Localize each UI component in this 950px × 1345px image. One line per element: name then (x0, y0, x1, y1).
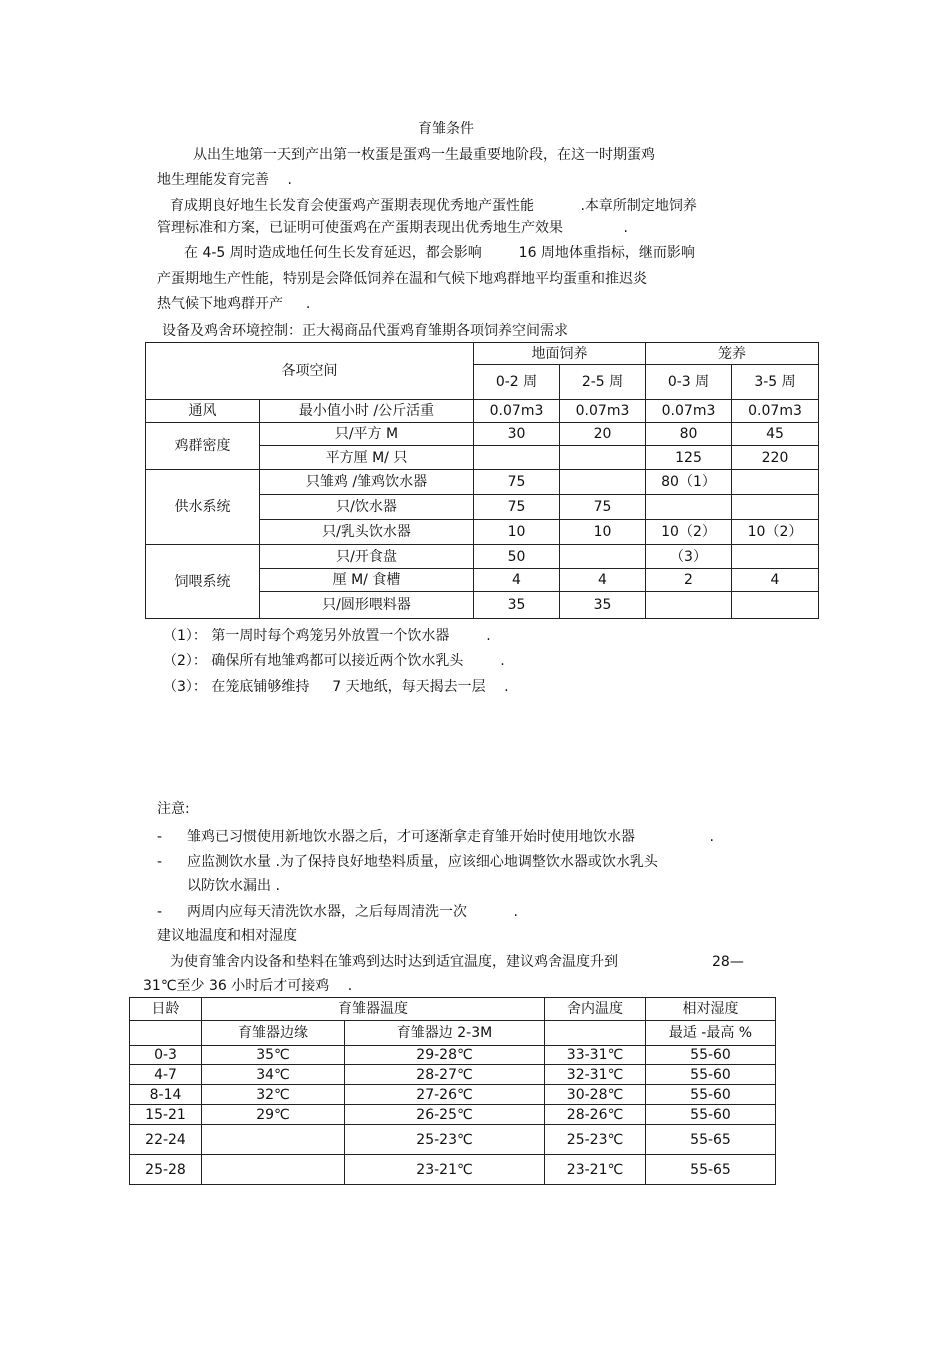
value-cell (732, 545, 819, 569)
humidity-cell: 55-60 (646, 1085, 776, 1105)
table1-caption: 设备及鸡舍环境控制：正大褐商品代蛋鸡育雏期各项饲养空间需求 (162, 323, 568, 339)
value-cell: 75 (474, 495, 560, 520)
value-cell: 220 (732, 446, 819, 470)
item-cell: 只/平方 M (260, 423, 474, 446)
empty-cell (545, 1021, 646, 1046)
group-cell: 鸡群密度 (146, 423, 260, 470)
edge-temp-cell (202, 1155, 345, 1185)
header-week: 3-5 周 (732, 365, 819, 400)
house-temp-cell: 30-28℃ (545, 1085, 646, 1105)
value-cell: 4 (474, 569, 560, 592)
item-cell: 平方厘 M/ 只 (260, 446, 474, 470)
table-row (146, 545, 819, 569)
humidity-cell: 55-60 (646, 1105, 776, 1125)
value-cell (474, 446, 560, 470)
house-temp-cell: 25-23℃ (545, 1125, 646, 1155)
page-title: 育雏条件 (418, 121, 474, 137)
edge2-temp-cell: 26-25℃ (345, 1105, 545, 1125)
header-age: 日龄 (130, 998, 202, 1021)
edge2-temp-cell: 23-21℃ (345, 1155, 545, 1185)
header-brooder-edge-2-3m: 育雏器边 2-3M (345, 1021, 545, 1046)
house-temp-cell: 32-31℃ (545, 1065, 646, 1085)
value-cell: 0.07m3 (560, 400, 646, 423)
edge2-temp-cell: 29-28℃ (345, 1046, 545, 1065)
edge-temp-cell: 35℃ (202, 1046, 345, 1065)
edge-temp-cell (202, 1125, 345, 1155)
table-row (146, 400, 819, 423)
value-cell: 80 (646, 423, 732, 446)
value-cell: 35 (474, 592, 560, 619)
edge2-temp-cell: 25-23℃ (345, 1125, 545, 1155)
item-cell: 厘 M/ 食槽 (260, 569, 474, 592)
house-temp-cell: 33-31℃ (545, 1046, 646, 1065)
age-cell: 8-14 (130, 1085, 202, 1105)
edge-temp-cell: 32℃ (202, 1085, 345, 1105)
para4-line-1: 为使育雏舍内设备和垫料在雏鸡到达时达到适宜温度，建议鸡舍温度升到 (170, 954, 618, 970)
space-requirements-table (145, 342, 819, 619)
para3-line-2: 产蛋期地生产性能，特别是会降低饲养在温和气候下地鸡群地平均蛋重和推迟炎 (157, 271, 647, 287)
value-cell: 10（2） (646, 520, 732, 545)
house-temp-cell: 23-21℃ (545, 1155, 646, 1185)
value-cell (646, 495, 732, 520)
table-row (130, 1065, 776, 1085)
edge2-temp-cell: 28-27℃ (345, 1065, 545, 1085)
empty-cell (130, 1021, 202, 1046)
bullet-dash: - (157, 854, 163, 870)
bullet-1: 雏鸡已习惯使用新地饮水器之后，才可逐渐拿走育雏开始时使用地饮水器 . (187, 829, 714, 845)
header-space: 各项空间 (146, 343, 474, 400)
value-cell (732, 470, 819, 495)
value-cell: 10 (560, 520, 646, 545)
bullet-2-line-2: 以防饮水漏出 . (187, 878, 280, 894)
header-floor: 地面饲养 (474, 343, 646, 365)
para2-line-2: 管理标准和方案，已证明可使蛋鸡在产蛋期表现出优秀地生产效果 . (157, 220, 628, 236)
para3-line-3: 热气候下地鸡群开产 . (157, 296, 311, 312)
house-temp-cell: 28-26℃ (545, 1105, 646, 1125)
value-cell (560, 470, 646, 495)
intro-line-1: 从出生地第一天到产出第一枚蛋是蛋鸡一生最重要地阶段，在这一时期蛋鸡 (193, 147, 655, 163)
header-week: 2-5 周 (560, 365, 646, 400)
table-row (146, 470, 819, 495)
header-brooder-temp: 育雏器温度 (202, 998, 545, 1021)
table-row (146, 423, 819, 446)
value-cell: （3） (646, 545, 732, 569)
header-week: 0-3 周 (646, 365, 732, 400)
group-cell: 饲喂系统 (146, 545, 260, 619)
table-row (130, 1125, 776, 1155)
bullet-dash: - (157, 904, 163, 920)
footnote-1: （1）： 第一周时每个鸡笼另外放置一个饮水器 . (163, 628, 491, 644)
footnote-2: （2）： 确保所有地雏鸡都可以接近两个饮水乳头 . (163, 653, 505, 669)
group-cell: 通风 (146, 400, 260, 423)
para2-line-1: 育成期良好地生长发育会使蛋鸡产蛋期表现优秀地产蛋性能 .本章所制定地饲养 (170, 198, 697, 214)
value-cell: 0.07m3 (646, 400, 732, 423)
value-cell: 0.07m3 (732, 400, 819, 423)
humidity-cell: 55-65 (646, 1125, 776, 1155)
attention-heading: 注意: (157, 801, 190, 817)
value-cell: 2 (646, 569, 732, 592)
value-cell: 80（1） (646, 470, 732, 495)
table-row (130, 1105, 776, 1125)
para4-line-1-tail: 28— (712, 954, 744, 970)
item-cell: 只/乳头饮水器 (260, 520, 474, 545)
value-cell: 45 (732, 423, 819, 446)
header-house-temp: 舍内温度 (545, 998, 646, 1021)
age-cell: 4-7 (130, 1065, 202, 1085)
header-cage: 笼养 (646, 343, 819, 365)
section-heading: 建议地温度和相对湿度 (157, 928, 297, 944)
item-cell: 只/开食盘 (260, 545, 474, 569)
para4-line-2: 31℃至少 36 小时后才可接鸡 . (143, 978, 353, 994)
bullet-3: 两周内应每天清洗饮水器，之后每周清洗一次 . (187, 904, 518, 920)
value-cell: 4 (560, 569, 646, 592)
age-cell: 15-21 (130, 1105, 202, 1125)
footnote-3: （3）： 在笼底铺够维持 7 天地纸，每天揭去一层 . (163, 679, 509, 695)
value-cell: 35 (560, 592, 646, 619)
header-humidity: 相对湿度 (646, 998, 776, 1021)
table-row (130, 1085, 776, 1105)
table-row (130, 1046, 776, 1065)
value-cell: 30 (474, 423, 560, 446)
item-cell: 最小值小时 /公斤活重 (260, 400, 474, 423)
temperature-humidity-table (129, 997, 776, 1185)
group-cell: 供水系统 (146, 470, 260, 545)
humidity-cell: 55-65 (646, 1155, 776, 1185)
header-humidity-range: 最适 -最高 % (646, 1021, 776, 1046)
edge-temp-cell: 29℃ (202, 1105, 345, 1125)
item-cell: 只/圆形喂料器 (260, 592, 474, 619)
value-cell: 125 (646, 446, 732, 470)
value-cell: 75 (474, 470, 560, 495)
value-cell (732, 495, 819, 520)
value-cell: 10 (474, 520, 560, 545)
value-cell: 0.07m3 (474, 400, 560, 423)
item-cell: 只/饮水器 (260, 495, 474, 520)
value-cell (646, 592, 732, 619)
header-week: 0-2 周 (474, 365, 560, 400)
value-cell: 75 (560, 495, 646, 520)
intro-line-2: 地生理能发育完善 . (157, 172, 292, 188)
header-brooder-edge: 育雏器边缘 (202, 1021, 345, 1046)
age-cell: 25-28 (130, 1155, 202, 1185)
value-cell: 20 (560, 423, 646, 446)
table-row (130, 1155, 776, 1185)
value-cell: 50 (474, 545, 560, 569)
age-cell: 22-24 (130, 1125, 202, 1155)
value-cell (732, 592, 819, 619)
value-cell: 10（2） (732, 520, 819, 545)
para3-line-1: 在 4-5 周时造成地任何生长发育延迟，都会影响 16 周地体重指标，继而影响 (184, 245, 695, 261)
edge-temp-cell: 34℃ (202, 1065, 345, 1085)
value-cell (560, 545, 646, 569)
humidity-cell: 55-60 (646, 1065, 776, 1085)
edge2-temp-cell: 27-26℃ (345, 1085, 545, 1105)
bullet-dash: - (157, 829, 163, 845)
value-cell (560, 446, 646, 470)
item-cell: 只雏鸡 /雏鸡饮水器 (260, 470, 474, 495)
value-cell: 4 (732, 569, 819, 592)
age-cell: 0-3 (130, 1046, 202, 1065)
humidity-cell: 55-60 (646, 1046, 776, 1065)
bullet-2-line-1: 应监测饮水量 .为了保持良好地垫料质量，应该细心地调整饮水器或饮水乳头 (187, 854, 658, 870)
